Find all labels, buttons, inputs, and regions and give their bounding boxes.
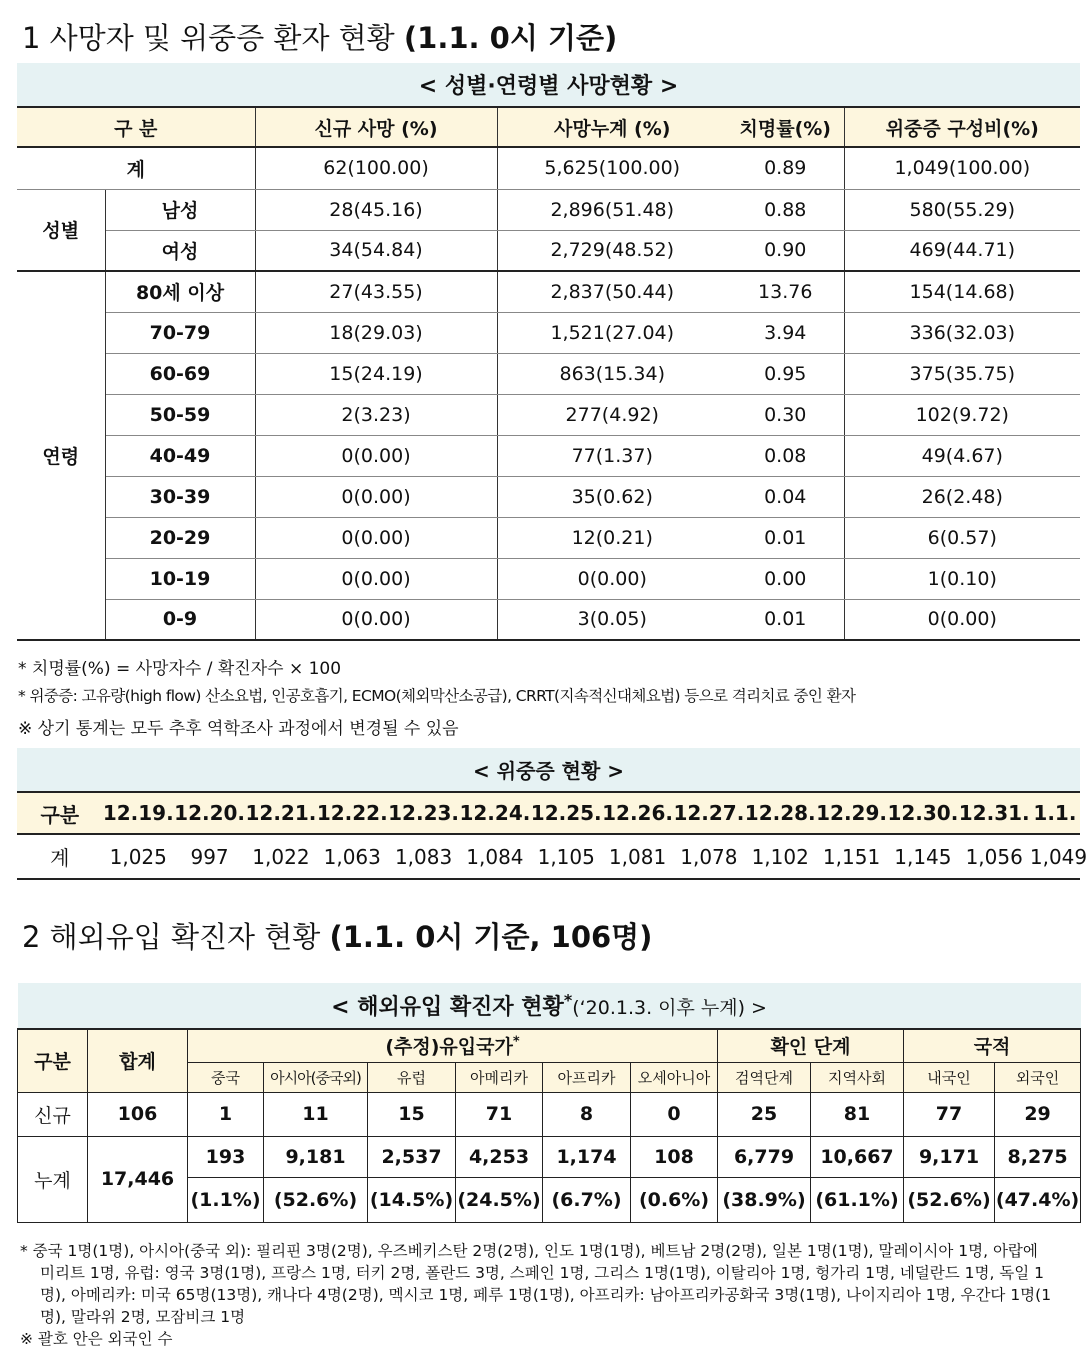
cell: 193 bbox=[188, 1136, 264, 1177]
row-label: 70-79 bbox=[105, 312, 255, 353]
cell: 0.30 bbox=[727, 394, 844, 435]
cell: 102(9.72) bbox=[844, 394, 1080, 435]
sub-header: 외국인 bbox=[995, 1062, 1081, 1092]
cell: 13.76 bbox=[727, 271, 844, 312]
cell: 0.08 bbox=[727, 435, 844, 476]
date-header: 12.19. bbox=[103, 792, 174, 834]
cell: 0.01 bbox=[727, 517, 844, 558]
cell: 0 bbox=[631, 1092, 718, 1136]
table-caption: < 위중증 현황 > bbox=[17, 748, 1080, 792]
table-row bbox=[17, 599, 1080, 640]
cell: 0(0.00) bbox=[255, 435, 497, 476]
cell: 5,625(100.00) bbox=[497, 147, 727, 189]
cell: 1,083 bbox=[394, 844, 453, 869]
cell: (52.6%) bbox=[264, 1177, 368, 1222]
cell: 1,151 bbox=[822, 844, 881, 869]
cell: 0(0.00) bbox=[255, 517, 497, 558]
cell: 1,025 bbox=[109, 844, 167, 869]
sub-header: 유럽 bbox=[368, 1062, 456, 1092]
row-cum-label: 누계 bbox=[18, 1136, 88, 1222]
section-date: (1.1. 0시 기준, 106명) bbox=[329, 920, 653, 954]
cell: 77 bbox=[904, 1092, 995, 1136]
row-label: 40-49 bbox=[105, 435, 255, 476]
cell: 6,779 bbox=[718, 1136, 811, 1177]
cell: 1,078 bbox=[680, 844, 738, 869]
header-cfr: 치명률(%) bbox=[727, 107, 844, 147]
cell: 0.95 bbox=[727, 353, 844, 394]
cell: 1,102 bbox=[751, 844, 809, 869]
note-severe-definition: * 위중증: 고유량(high flow) 산소요법, 인공호흡기, ECMO(체외막산소공급), CRRT(지속적신대체요법) 등으로 격리치료 중인 환자 bbox=[18, 687, 856, 705]
caption-sub: (‘20.1.3. 이후 누계) > bbox=[572, 997, 767, 1019]
cell: 27(43.55) bbox=[255, 271, 497, 312]
cell: 9,181 bbox=[264, 1136, 368, 1177]
header-nationality-group: 국적 bbox=[904, 1029, 1081, 1062]
caption-main: < 해외유입 확진자 현황 bbox=[331, 995, 564, 1020]
cell: 1,174 bbox=[543, 1136, 631, 1177]
note-cfr: * 치명률(%) = 사망자수 / 확진자수 × 100 bbox=[18, 659, 342, 679]
cell: 469(44.71) bbox=[844, 230, 1080, 271]
cell: 11 bbox=[264, 1092, 368, 1136]
table-row bbox=[18, 1136, 1081, 1177]
cell: (52.6%) bbox=[904, 1177, 995, 1222]
sub-header: 내국인 bbox=[904, 1062, 995, 1092]
cell: 863(15.34) bbox=[497, 353, 727, 394]
cell: 0.90 bbox=[727, 230, 844, 271]
cell: 3.94 bbox=[727, 312, 844, 353]
date-header: 12.20. bbox=[174, 792, 245, 834]
header-severe: 위중증 구성비(%) bbox=[844, 107, 1080, 147]
date-header: 12.25. bbox=[531, 792, 602, 834]
cell: 1,049(100.00) bbox=[844, 147, 1080, 189]
table-row bbox=[17, 189, 1080, 230]
cell: 2(3.23) bbox=[255, 394, 497, 435]
cell: 2,537 bbox=[368, 1136, 456, 1177]
cell: 154(14.68) bbox=[844, 271, 1080, 312]
row-new-label: 신규 bbox=[18, 1092, 88, 1136]
cell: (47.4%) bbox=[995, 1177, 1081, 1222]
caption-star: * bbox=[563, 990, 573, 1010]
cell: 29 bbox=[995, 1092, 1081, 1136]
cell: (38.9%) bbox=[718, 1177, 811, 1222]
header-gubun: 구 분 bbox=[17, 107, 255, 147]
cell: 1,056 bbox=[965, 844, 1023, 869]
table-row bbox=[17, 312, 1080, 353]
cell: 0.89 bbox=[727, 147, 844, 189]
cell: 10,667 bbox=[811, 1136, 904, 1177]
section1-heading bbox=[22, 16, 617, 57]
cell: 1(0.10) bbox=[844, 558, 1080, 599]
table-row bbox=[17, 435, 1080, 476]
cell: (24.5%) bbox=[456, 1177, 543, 1222]
cell: 28(45.16) bbox=[255, 189, 497, 230]
cell: 12(0.21) bbox=[497, 517, 727, 558]
cell: (61.1%) bbox=[811, 1177, 904, 1222]
row-label: 20-29 bbox=[105, 517, 255, 558]
cell: 375(35.75) bbox=[844, 353, 1080, 394]
footnote-line: 명), 말라위 2명, 모잠비크 1명 bbox=[40, 1308, 246, 1326]
header-origin-group bbox=[188, 1029, 718, 1062]
cell: 0(0.00) bbox=[844, 599, 1080, 640]
row-label: 0-9 bbox=[105, 599, 255, 640]
cell: 8,275 bbox=[995, 1136, 1081, 1177]
sub-header: 중국 bbox=[188, 1062, 264, 1092]
cell: 1,105 bbox=[537, 844, 595, 869]
sub-header: 오세아니아 bbox=[631, 1062, 718, 1092]
date-header: 1.1. bbox=[1030, 792, 1080, 834]
cell: 336(32.03) bbox=[844, 312, 1080, 353]
sub-header: 아시아(중국외) bbox=[264, 1062, 368, 1092]
section-title: 사망자 및 위중증 환자 현황 bbox=[49, 21, 395, 55]
age-group-label: 연령 bbox=[17, 271, 105, 640]
cell: 2,837(50.44) bbox=[497, 271, 727, 312]
section-title: 해외유입 확진자 현황 bbox=[49, 920, 321, 954]
footnote bbox=[20, 1240, 1080, 1350]
cell: 0.00 bbox=[727, 558, 844, 599]
row-label: 80세 이상 bbox=[105, 271, 255, 312]
cell: 2,729(48.52) bbox=[497, 230, 727, 271]
origin-group-star: * bbox=[512, 1034, 520, 1050]
table-caption: < 성별·연령별 사망현황 > bbox=[17, 63, 1080, 107]
sex-group-label: 성별 bbox=[17, 189, 105, 271]
cell: 2,896(51.48) bbox=[497, 189, 727, 230]
cell: 9,171 bbox=[904, 1136, 995, 1177]
cell: 8 bbox=[543, 1092, 631, 1136]
date-header: 12.24. bbox=[459, 792, 530, 834]
sub-header: 아메리카 bbox=[456, 1062, 543, 1092]
cell: 0(0.00) bbox=[255, 599, 497, 640]
table-row bbox=[18, 1029, 1081, 1062]
date-header: 12.30. bbox=[887, 792, 958, 834]
footnote-line: * 중국 1명(1명), 아시아(중국 외): 필리핀 3명(2명), 우즈베키스탄 2명(2명), 인도 1명(1명), 베트남 2명(2명), 일본 1명(1명), 말레이시아 1명, 아랍에 bbox=[20, 1242, 1038, 1260]
header-stage-group: 확인 단계 bbox=[718, 1029, 904, 1062]
header-gubun: 구분 bbox=[18, 1029, 88, 1092]
cell: 77(1.37) bbox=[497, 435, 727, 476]
section-number: 2 bbox=[22, 920, 41, 954]
sub-header: 지역사회 bbox=[811, 1062, 904, 1092]
cell: (6.7%) bbox=[543, 1177, 631, 1222]
sub-header: 검역단계 bbox=[718, 1062, 811, 1092]
cell: 18(29.03) bbox=[255, 312, 497, 353]
table-row bbox=[17, 271, 1080, 312]
footnote-line: ※ 괄호 안은 외국인 수 bbox=[20, 1330, 173, 1348]
header-cum-deaths: 사망누계 (%) bbox=[497, 107, 727, 147]
row-label: 10-19 bbox=[105, 558, 255, 599]
cell: 71 bbox=[456, 1092, 543, 1136]
cell: 26(2.48) bbox=[844, 476, 1080, 517]
header-total: 합계 bbox=[88, 1029, 188, 1092]
row-label: 남성 bbox=[105, 189, 255, 230]
header-gubun: 구분 bbox=[17, 792, 103, 834]
cell: 25 bbox=[718, 1092, 811, 1136]
date-header: 12.27. bbox=[673, 792, 744, 834]
cell: 1,049 bbox=[1029, 844, 1087, 869]
origin-group-label: (추정)유입국가 bbox=[385, 1036, 513, 1059]
table-row bbox=[17, 394, 1080, 435]
table-row bbox=[17, 517, 1080, 558]
cell: 1,063 bbox=[323, 844, 381, 869]
sub-header: 아프리카 bbox=[543, 1062, 631, 1092]
cell: 0.01 bbox=[727, 599, 844, 640]
table-row bbox=[17, 476, 1080, 517]
footnote-line: 명), 아메리카: 미국 65명(13명), 캐나다 4명(2명), 멕시코 1명, 페루 1명(1명), 아프리카: 남아프리카공화국 3명(1명), 나이지리아 1명, 우간다 1명(1 bbox=[40, 1286, 1052, 1304]
row-label: 30-39 bbox=[105, 476, 255, 517]
cell: 106 bbox=[88, 1092, 188, 1136]
cell: 81 bbox=[811, 1092, 904, 1136]
section-date: (1.1. 0시 기준) bbox=[403, 21, 618, 55]
section2-heading bbox=[22, 915, 652, 956]
cell: 6(0.57) bbox=[844, 517, 1080, 558]
cell: 15(24.19) bbox=[255, 353, 497, 394]
date-header: 12.28. bbox=[745, 792, 816, 834]
table-row bbox=[17, 353, 1080, 394]
cell: (0.6%) bbox=[631, 1177, 718, 1222]
date-header: 12.22. bbox=[317, 792, 388, 834]
cell: 15 bbox=[368, 1092, 456, 1136]
header-new-deaths: 신규 사망 (%) bbox=[255, 107, 497, 147]
table-row bbox=[17, 834, 1080, 879]
row-label: 여성 bbox=[105, 230, 255, 271]
cell: 4,253 bbox=[456, 1136, 543, 1177]
date-header: 12.21. bbox=[245, 792, 316, 834]
cell: 1 bbox=[188, 1092, 264, 1136]
table-row bbox=[17, 558, 1080, 599]
date-header: 12.26. bbox=[602, 792, 673, 834]
date-header: 12.29. bbox=[816, 792, 887, 834]
cell: 0(0.00) bbox=[255, 558, 497, 599]
cell: 1,521(27.04) bbox=[497, 312, 727, 353]
cell: 34(54.84) bbox=[255, 230, 497, 271]
row-label: 60-69 bbox=[105, 353, 255, 394]
cell: 17,446 bbox=[88, 1136, 188, 1222]
table-row bbox=[17, 230, 1080, 271]
cell: 1,145 bbox=[894, 844, 952, 869]
imported-cases-table bbox=[17, 983, 1081, 1223]
severe-trend-table bbox=[17, 748, 1087, 880]
death-status-table bbox=[17, 63, 1080, 641]
section-number: 1 bbox=[22, 21, 41, 55]
cell: 1,081 bbox=[608, 844, 667, 869]
cell: 35(0.62) bbox=[497, 476, 727, 517]
cell: (1.1%) bbox=[188, 1177, 264, 1222]
row-total-label: 계 bbox=[50, 846, 70, 870]
footnote-line: 미리트 1명, 유럽: 영국 3명(1명), 프랑스 1명, 터키 2명, 폴란드 3명, 스페인 1명, 그리스 1명(1명), 이탈리아 1명, 헝가리 1명, 네덜란드 1명, 독일 1 bbox=[40, 1264, 1045, 1282]
cell: 0.04 bbox=[727, 476, 844, 517]
cell: 0.88 bbox=[727, 189, 844, 230]
cell: 1,022 bbox=[252, 844, 310, 869]
cell: 1,084 bbox=[466, 844, 524, 869]
table-row bbox=[18, 1092, 1081, 1136]
cell: 997 bbox=[190, 844, 229, 869]
table-row bbox=[17, 792, 1080, 834]
cell: 49(4.67) bbox=[844, 435, 1080, 476]
cell: 3(0.05) bbox=[497, 599, 727, 640]
cell: 0(0.00) bbox=[497, 558, 727, 599]
cell: 108 bbox=[631, 1136, 718, 1177]
date-header: 12.31. bbox=[959, 792, 1030, 834]
row-total-label: 계 bbox=[17, 147, 255, 189]
date-header: 12.23. bbox=[388, 792, 459, 834]
note-disclaimer: ※ 상기 통계는 모두 추후 역학조사 과정에서 변경될 수 있음 bbox=[18, 719, 459, 739]
cell: (14.5%) bbox=[368, 1177, 456, 1222]
cell: 62(100.00) bbox=[255, 147, 497, 189]
table-caption bbox=[18, 983, 1081, 1029]
cell: 580(55.29) bbox=[844, 189, 1080, 230]
cell: 277(4.92) bbox=[497, 394, 727, 435]
cell: 0(0.00) bbox=[255, 476, 497, 517]
row-label: 50-59 bbox=[105, 394, 255, 435]
